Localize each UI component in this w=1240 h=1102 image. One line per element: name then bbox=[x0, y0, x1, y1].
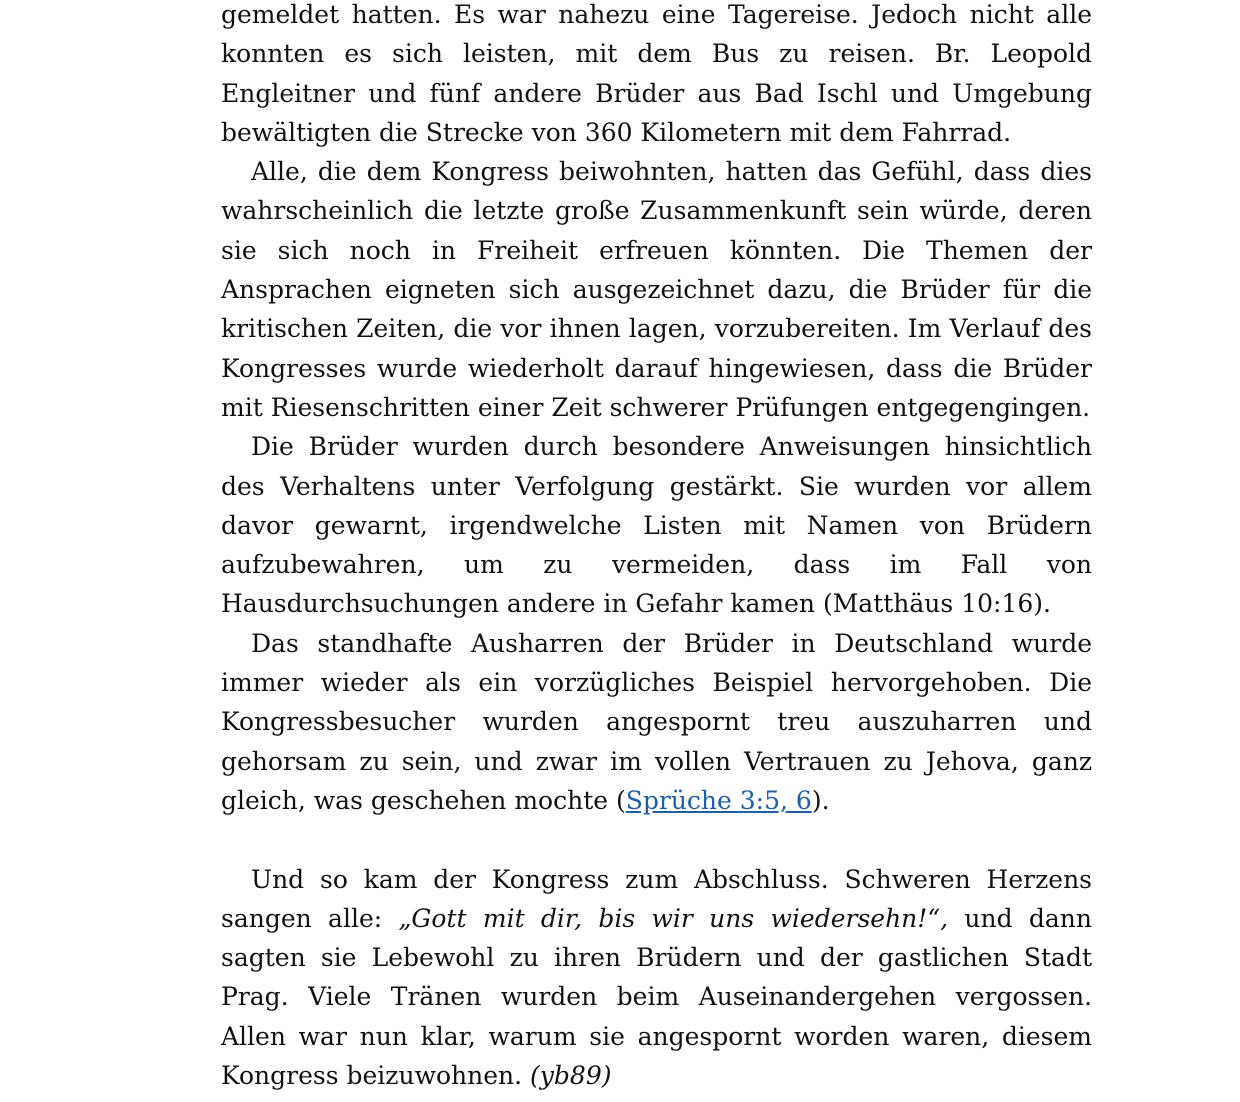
paragraph-conclusion-middle: und dann sagten sie Lebewohl zu ihren Brüdern und der gastlichen Stadt Prag. Viele Tränen wurden beim Auseinandergehen vergossen. Allen war nun klar, warum sie angespornt worden waren, diesem Kongress beizuwohnen. bbox=[221, 903, 1093, 1091]
paragraph-bus-travel: gemeldet hatten. Es war nahezu eine Tagereise. Jedoch nicht alle konnten es sich leisten, mit dem Bus zu reisen. Br. Leopold Engleitner und fünf andere Brüder aus Bad Ischl und Umgebung bewältigten die Strecke von 360 Kilometern mit dem Fahrrad. bbox=[221, 0, 1092, 147]
paragraph-congress-feeling: Alle, die dem Kongress beiwohnten, hatten das Gefühl, dass dies wahrscheinlich die letzte große Zusammenkunft sein würde, deren sie sich noch in Freiheit erfreuen könnten. Die Themen der Ansprachen eigneten sich ausgezeichnet dazu, die Brüder für die kritischen Zeiten, die vor ihnen lagen, vorzubereiten. Im Verlauf des Kongresses wurde wiederholt darauf hingewiesen, dass die Brüder mit Riesenschritten einer Zeit schwerer Prüfungen entgegengingen. bbox=[221, 157, 1092, 422]
paragraph-persecution-instructions: Die Brüder wurden durch besondere Anweisungen hinsichtlich des Verhaltens unter Verfolgung gestärkt. Sie wurden vor allem davor gewarnt, irgendwelche Listen mit Namen von Brüdern aufzubewahren, um zu vermeiden, dass im Fall von Hausdurchsuchungen andere in Gefahr kamen (Matthäus 10:16). bbox=[221, 432, 1092, 619]
song-quote: „Gott mit dir, bis wir uns wiedersehn!“, bbox=[398, 903, 949, 933]
paragraph-congress-conclusion bbox=[221, 860, 1092, 1096]
document-page bbox=[221, 0, 1092, 1095]
paragraph-endurance-example bbox=[221, 624, 1092, 820]
paragraph-spacer bbox=[221, 820, 1092, 859]
paragraph-endurance-end: ). bbox=[811, 785, 830, 815]
source-reference: (yb89) bbox=[530, 1061, 612, 1091]
paragraph-endurance-text: Das standhafte Ausharren der Brüder in Deutschland wurde immer wieder als ein vorzügliches Beispiel hervorgehoben. Die Kongressbesucher wurden angespornt treu auszuharren und gehorsam zu sein, und zwar im vollen Vertrauen zu Jehova, ganz gleich, was geschehen mochte ( bbox=[221, 628, 1092, 815]
paragraph-conclusion-text: Und so kam der Kongress zum Abschluss. Schweren Herzens sangen alle: bbox=[221, 864, 1092, 933]
scripture-link-proverbs[interactable]: Sprüche 3:5, 6 bbox=[625, 785, 812, 815]
